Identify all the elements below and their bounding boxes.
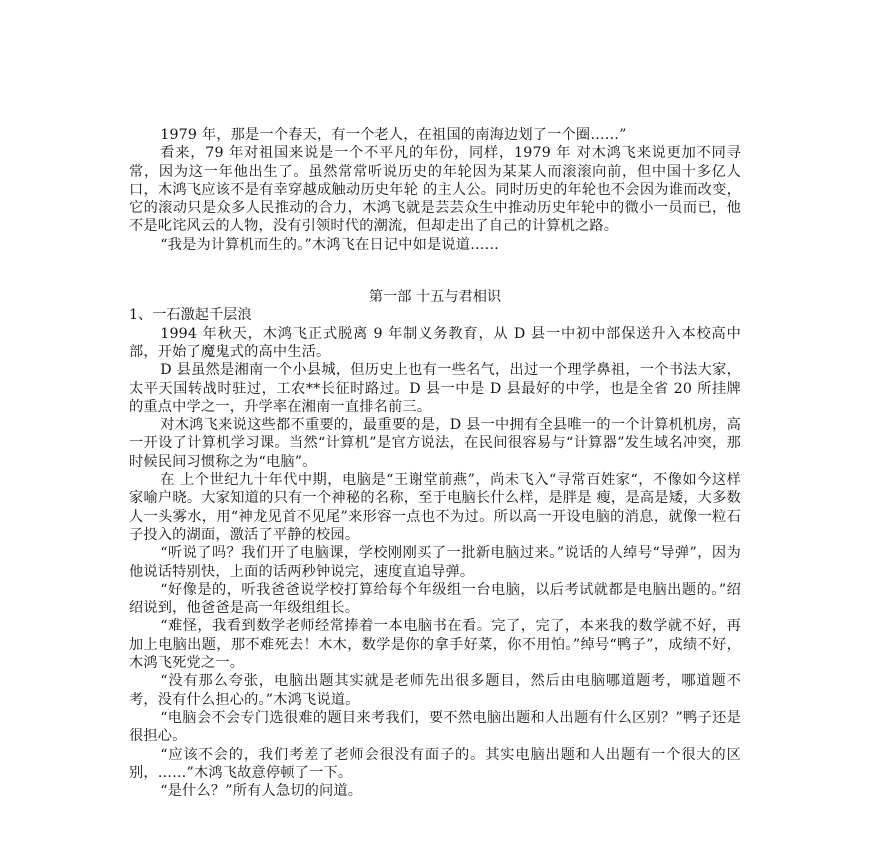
body-paragraph: “应该不会的，我们考差了老师会很没有面子的。其实电脑出题和人出题有一个很大的区别，……”木鸿飞故意停顿了一下。 (129, 746, 741, 781)
body-paragraph: “是什么？”所有人急切的问道。 (160, 783, 363, 800)
body-paragraph: “好像是的，听我爸爸说学校打算给每个年级组一台电脑，以后考试就都是电脑出题的。”绍绍说到，他爸爸是高一年级组组长。 (129, 581, 741, 617)
body-paragraph: 对木鸿飞来说这些都不重要的，最重要的是，D 县一中拥有全县唯一的一个计算机机房，高一开设了计算机学习课。当然“计算机”是官方说法，在民间很容易与“计算器”发生域名冲突，那时候民间习惯称之为“电脑”。 (129, 417, 741, 470)
section-title: 1、一石激起千层浪 (129, 307, 252, 324)
section-gap (129, 254, 741, 288)
intro-paragraph-3: “我是为计算机而生的。”木鸿飞在日记中如是说道…… (160, 236, 499, 253)
body-paragraph: “难怪，我看到数学老师经常捧着一本电脑书在看。完了，完了，本来我的数学就不好，再加上电脑出题，那不难死去！木木，数学是你的拿手好菜，你不用怕。”绰号“鸭子”，成绩不好，木鸿飞死党之一。 (129, 618, 741, 672)
intro-paragraph-2: 看来，79 年对祖国来说是一个不平凡的年份，同样，1979 年 对木鸿飞来说更加不同寻常，因为这一年他出生了。虽然常常听说历史的年轮因为某某人而滚滚向前，但中国十多亿人口，木鸿飞应该不是有幸穿越成触动历史年轮 的主人公。同时历史的年轮也不会因为谁而改变，它的滚动只是众多人民推动的合力，木鸿飞就是芸芸众生中推动历史年轮中的微小一员而已，他不是叱诧风云的人物，没有引领时代的潮流，但却走出了自己的计算机之路。 (129, 145, 741, 235)
body-paragraph: 在 上个世纪九十年代中期，电脑是“王谢堂前燕”，尚未飞入“寻常百姓家“，不像如今这样家喻户晓。大家知道的只有一个神秘的名称，至于电脑长什么样，是胖是 瘦，是高是矮，大多数人一头雾水，用“神龙见首不见尾”来形容一点也不为过。所以高一开设电脑的消息，就像一粒石子投入的湖面，激活了平静的校园。 (129, 472, 741, 543)
body-paragraph: “电脑会不会专门选很难的题目来考我们，要不然电脑出题和人出题有什么区别？”鸭子还是很担心。 (129, 709, 741, 745)
intro-paragraph-1: 1979 年，那是一个春天，有一个老人，在祖国的南海边划了一个圈……” (160, 127, 627, 143)
body-paragraph: D 县虽然是湘南一个小县城，但历史上也有一些名气，出过一个理学鼻祖，一个书法大家，太平天国转战时驻过，工农**长征时路过。D 县一中是 D 县最好的中学，也是全省 20 所挂牌的重点中学之一，升学率在湘南一直排名前三。 (129, 362, 741, 415)
document-page (129, 126, 741, 800)
body-paragraph: “没有那么夸张，电脑出题其实就是老师先出很多题目，然后由电脑哪道题考，哪道题不考，没有什么担心的。”木鸿飞说道。 (129, 673, 741, 708)
body-paragraph: 1994 年秋天，木鸿飞正式脱离 9 年制义务教育，从 D 县一中初中部保送升入本校高中部，开始了魔鬼式的高中生活。 (129, 325, 741, 360)
chapter-title: 第一部 十五与君相识 (368, 289, 502, 306)
body-paragraph: “听说了吗？我们开了电脑课，学校刚刚买了一批新电脑过来。”说话的人绰号“导弹”，因为他说话特别快，上面的话两秒钟说完，速度直追导弹。 (129, 545, 741, 580)
